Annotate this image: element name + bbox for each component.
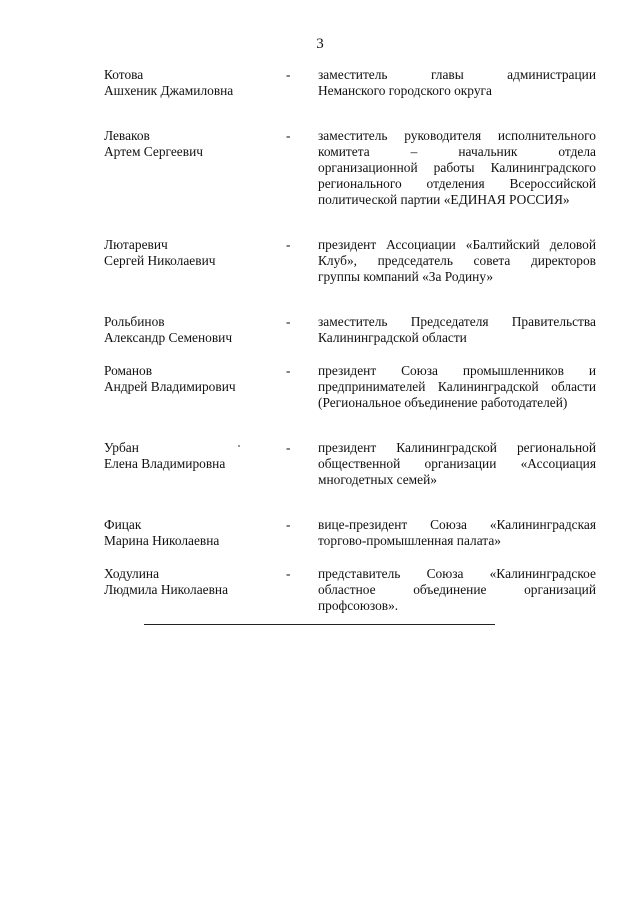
list-item — [104, 67, 596, 99]
given-names: Марина Николаевна — [104, 533, 220, 548]
dash-separator: - — [286, 314, 291, 329]
list-item — [104, 566, 596, 614]
position-line: вице-президент Союза «Калининградская — [318, 517, 596, 532]
position-line: торгово-промышленная палата» — [318, 533, 501, 548]
surname: Леваков — [104, 128, 150, 143]
surname: Лютаревич — [104, 237, 168, 252]
given-names: Елена Владимировна — [104, 456, 226, 471]
dash-separator: - — [286, 67, 291, 82]
person-name — [104, 67, 286, 99]
position-description — [318, 128, 596, 208]
position-line: Клуб», председатель совета директоров — [318, 253, 596, 268]
position-line: представитель Союза «Калининградское — [318, 566, 596, 581]
position-line: профсоюзов». — [318, 598, 399, 613]
surname: Котова — [104, 67, 144, 82]
given-names: Артем Сергеевич — [104, 144, 203, 159]
given-names: Ашхеник Джамиловна — [104, 83, 234, 98]
position-line: регионального отделения Всероссийской — [318, 176, 596, 191]
position-line: президент Союза промышленников и — [318, 363, 596, 378]
dash-separator: - — [286, 237, 291, 252]
surname: Романов — [104, 363, 153, 378]
surname: Рольбинов — [104, 314, 165, 329]
position-line: политической партии «ЕДИНАЯ РОССИЯ» — [318, 192, 570, 207]
position-line: областное объединение организаций — [318, 582, 596, 597]
position-line: предпринимателей Калининградской области — [318, 379, 596, 394]
position-line: Неманского городского округа — [318, 83, 492, 98]
surname: Ходулина — [104, 566, 160, 581]
dash-separator: - — [286, 128, 291, 143]
person-name — [104, 314, 286, 346]
position-description — [318, 314, 596, 346]
dash-separator: - — [286, 566, 291, 581]
person-name — [104, 440, 286, 472]
dash-separator: - — [286, 363, 291, 378]
position-line: заместитель руководителя исполнительного — [318, 128, 596, 143]
list-item — [104, 363, 596, 411]
surname: Урбан — [104, 440, 139, 455]
position-line: Калининградской области — [318, 330, 467, 345]
given-names: Сергей Николаевич — [104, 253, 216, 268]
given-names: Александр Семенович — [104, 330, 233, 345]
list-item — [104, 440, 596, 488]
position-line: организационной работы Калининградского — [318, 160, 596, 175]
position-description — [318, 517, 596, 549]
position-line: (Региональное объединение работодателей) — [318, 395, 568, 410]
position-line: группы компаний «За Родину» — [318, 269, 494, 284]
dash-separator: - — [286, 517, 291, 532]
position-line: многодетных семей» — [318, 472, 437, 487]
position-line: заместитель главы администрации — [318, 67, 596, 82]
closing-rule — [144, 624, 495, 625]
list-item — [104, 314, 596, 346]
position-description — [318, 566, 596, 614]
scan-speck — [238, 445, 240, 447]
given-names: Андрей Владимирович — [104, 379, 236, 394]
person-name — [104, 517, 286, 549]
position-description — [318, 67, 596, 99]
position-line: общественной организации «Ассоциация — [318, 456, 596, 471]
page-number: 3 — [316, 36, 324, 52]
position-description — [318, 363, 596, 411]
dash-separator: - — [286, 440, 291, 455]
position-line: президент Ассоциации «Балтийский деловой — [318, 237, 596, 252]
surname: Фицак — [104, 517, 142, 532]
list-item — [104, 128, 596, 208]
person-name — [104, 363, 286, 395]
person-name — [104, 237, 286, 269]
given-names: Людмила Николаевна — [104, 582, 229, 597]
person-name — [104, 128, 286, 160]
position-line: комитета – начальник отдела — [318, 144, 596, 159]
position-description — [318, 440, 596, 488]
list-item — [104, 237, 596, 285]
list-item — [104, 517, 596, 549]
member-list — [104, 67, 596, 614]
position-line: заместитель Председателя Правительства — [318, 314, 596, 329]
position-description — [318, 237, 596, 285]
position-line: президент Калининградской региональной — [318, 440, 596, 455]
person-name — [104, 566, 286, 598]
